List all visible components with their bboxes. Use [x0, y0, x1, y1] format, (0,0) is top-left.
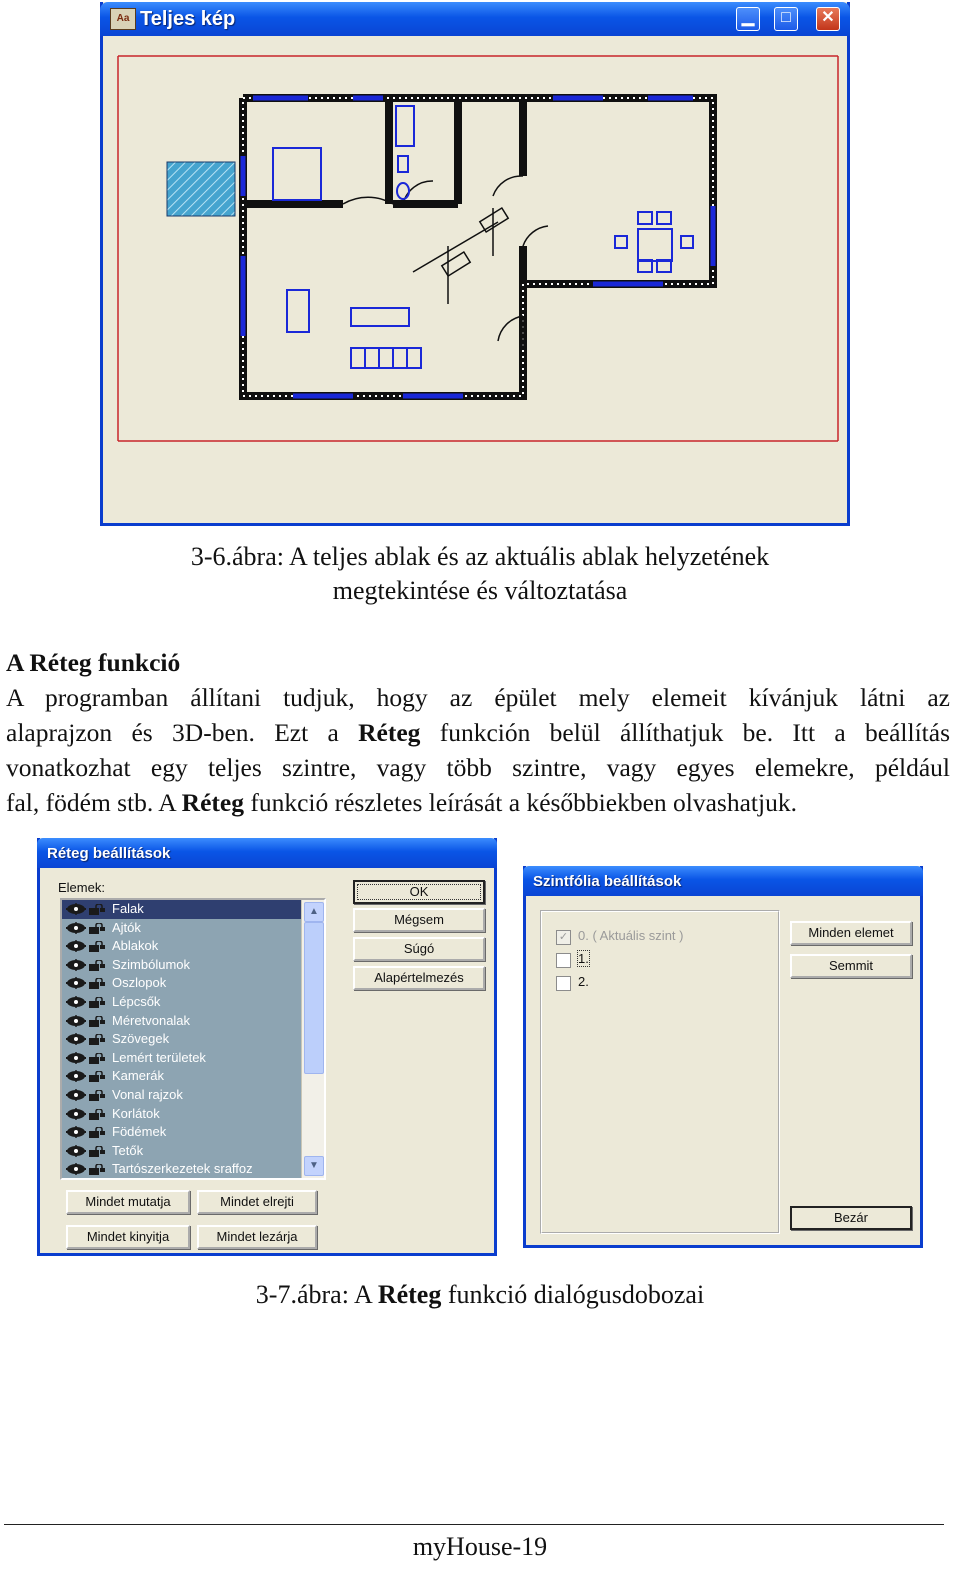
lock-icon[interactable] — [89, 1164, 105, 1175]
lock-all-button[interactable]: Mindet lezárja — [197, 1225, 317, 1249]
none-button[interactable]: Semmit — [790, 954, 912, 978]
page-footer: myHouse-19 — [412, 1532, 548, 1561]
reteg-bold: Réteg — [358, 718, 421, 747]
list-scrollbar[interactable] — [301, 900, 324, 1178]
lock-icon[interactable] — [89, 1146, 105, 1157]
layer-list-item[interactable] — [62, 919, 324, 938]
lock-icon[interactable] — [89, 960, 105, 971]
caption-text: 3-7.ábra: A — [255, 1280, 378, 1309]
show-all-button[interactable]: Mindet mutatja — [66, 1190, 190, 1214]
windows — [243, 98, 713, 396]
lock-icon[interactable] — [89, 1034, 105, 1045]
elements-label: Elemek: — [58, 880, 105, 895]
layer-item-label: Vonal rajzok — [112, 1086, 183, 1102]
lock-icon[interactable] — [89, 904, 105, 915]
layer-item-label: Falak — [112, 901, 144, 916]
eye-icon[interactable] — [65, 996, 87, 1008]
caption-bold: Réteg — [377, 1280, 442, 1309]
level-checkbox[interactable] — [556, 953, 571, 968]
close-dialog-button[interactable]: Bezár — [790, 1206, 912, 1230]
all-elements-button[interactable]: Minden elemet — [790, 921, 912, 945]
eye-icon[interactable] — [65, 903, 87, 915]
layer-dialog-titlebar[interactable] — [37, 838, 497, 868]
maximize-button[interactable] — [774, 7, 798, 31]
close-button[interactable] — [816, 7, 840, 31]
eye-icon[interactable] — [65, 977, 87, 989]
window-title: Teljes kép — [140, 8, 236, 30]
paragraph-line-2 — [6, 715, 950, 750]
layer-list-item[interactable] — [62, 956, 324, 975]
layer-item-label: Szövegek — [112, 1031, 170, 1047]
eye-icon[interactable] — [65, 1126, 87, 1138]
eye-icon[interactable] — [65, 1033, 87, 1045]
level-label: 0. ( Aktuális szint ) — [578, 928, 684, 943]
paragraph-text: alaprajzon és 3D-ben. Ezt a — [6, 718, 359, 747]
lock-icon[interactable] — [89, 941, 105, 952]
eye-icon[interactable] — [65, 1108, 87, 1120]
eye-icon[interactable] — [65, 959, 87, 971]
lock-icon[interactable] — [89, 1090, 105, 1101]
minimize-button[interactable] — [736, 7, 760, 31]
minimize-icon: ▁ — [741, 9, 755, 26]
lock-icon[interactable] — [89, 978, 105, 989]
layer-item-label: Tartószerkezetek sraffoz — [112, 1161, 253, 1177]
layer-list-item[interactable] — [62, 1012, 324, 1031]
eye-icon[interactable] — [65, 1015, 87, 1027]
camera-markers — [413, 208, 508, 304]
cancel-button[interactable]: Mégsem — [353, 908, 485, 932]
layer-dialog-title: Réteg beállítások — [47, 845, 171, 862]
layer-item-label: Ablakok — [112, 938, 159, 954]
level-dialog-titlebar[interactable] — [523, 866, 923, 896]
close-icon: ✕ — [821, 9, 835, 26]
scroll-down-button[interactable] — [304, 1156, 324, 1176]
floor-plan[interactable] — [103, 36, 847, 526]
layer-item-label: Kamerák — [112, 1068, 165, 1084]
level-dialog-title: Szintfólia beállítások — [533, 873, 682, 890]
layer-item-label: Tetők — [112, 1142, 144, 1158]
level-checkbox[interactable]: ✓ — [556, 930, 571, 945]
chevron-up-icon: ▲ — [309, 906, 319, 917]
eye-icon[interactable] — [65, 922, 87, 934]
level-label: 2. — [578, 974, 589, 989]
levels-panel — [540, 910, 780, 1234]
level-label: 1. — [578, 951, 589, 966]
lock-icon[interactable] — [89, 1109, 105, 1120]
paragraph-text: fal, födém stb. A — [6, 788, 182, 817]
section-title-text: A Réteg funkció — [6, 648, 181, 677]
paragraph-text: funkció részletes leírását a későbbiekben olvashatjuk. — [243, 788, 797, 817]
lock-icon[interactable] — [89, 1053, 105, 1064]
lock-icon[interactable] — [89, 1071, 105, 1082]
layer-item-label: Szimbólumok — [112, 956, 191, 972]
scroll-thumb[interactable] — [304, 922, 324, 1074]
layer-list-item[interactable] — [62, 1160, 324, 1179]
eye-icon[interactable] — [65, 1145, 87, 1157]
caption-text: funkció dialógusdobozai — [441, 1280, 705, 1309]
walls — [243, 98, 713, 396]
section-title — [6, 645, 950, 680]
level-settings-dialog — [523, 866, 923, 1248]
eye-icon[interactable] — [65, 1089, 87, 1101]
layer-list-item[interactable] — [62, 1105, 324, 1124]
chevron-down-icon: ▼ — [309, 1160, 319, 1171]
scroll-up-button[interactable] — [304, 902, 324, 922]
help-button[interactable]: Súgó — [353, 937, 485, 961]
layer-list-item[interactable] — [62, 900, 324, 919]
window-titlebar[interactable] — [100, 2, 850, 36]
layer-list-item[interactable] — [62, 974, 324, 993]
eye-icon[interactable] — [65, 1163, 87, 1175]
layer-list-item[interactable] — [62, 1123, 324, 1142]
level-checkbox[interactable] — [556, 976, 571, 991]
paragraph-text: funkción belül állíthatjuk be. Itt a beállítás — [420, 718, 950, 747]
layer-item-label: Födémek — [112, 1124, 167, 1140]
layer-item-label: Méretvonalak — [112, 1012, 191, 1028]
hatched-area — [167, 162, 235, 216]
layer-list-item[interactable] — [62, 1086, 324, 1105]
layer-list-item[interactable] — [62, 1067, 324, 1086]
overview-window — [100, 2, 850, 526]
layer-list-item[interactable] — [62, 1142, 324, 1161]
figure-caption-3-6: 3-6.ábra: A teljes ablak és az aktuális ablak helyzetének megtekintése és változtatása — [190, 542, 770, 605]
maximize-icon: □ — [781, 9, 791, 26]
furniture — [273, 106, 693, 368]
app-icon: Aa — [110, 8, 136, 30]
layer-item-label: Oszlopok — [112, 975, 167, 991]
wall-dots — [243, 98, 713, 396]
ok-button[interactable]: OK — [353, 880, 485, 904]
lock-icon[interactable] — [89, 1127, 105, 1138]
hide-all-button[interactable]: Mindet elrejti — [197, 1190, 317, 1214]
lock-icon[interactable] — [89, 923, 105, 934]
paragraph-line-4 — [6, 785, 950, 820]
layer-settings-dialog — [37, 838, 497, 1256]
layer-item-label: Korlátok — [112, 1105, 160, 1121]
unlock-all-button[interactable]: Mindet kinyitja — [66, 1225, 190, 1249]
paragraph-line-1: A programban állítani tudjuk, hogy az épület mely elemeit kívánjuk látni az — [6, 683, 950, 712]
footer-rule — [4, 1524, 944, 1525]
eye-icon[interactable] — [65, 1070, 87, 1082]
lock-icon[interactable] — [89, 1016, 105, 1027]
layer-item-label: Lemért területek — [112, 1049, 206, 1065]
layer-item-label: Ajtók — [112, 919, 141, 935]
paragraph-line-3: vonatkozhat egy teljes szintre, vagy több szintre, vagy egyes elemekre, például — [6, 753, 950, 782]
default-button[interactable]: Alapértelmezés — [353, 966, 485, 990]
layer-list-item[interactable] — [62, 1030, 324, 1049]
layer-list-item[interactable] — [62, 1049, 324, 1068]
reteg-bold: Réteg — [181, 788, 244, 817]
figure-caption-3-7 — [0, 1280, 960, 1310]
layer-list-item[interactable] — [62, 937, 324, 956]
lock-icon[interactable] — [89, 997, 105, 1008]
eye-icon[interactable] — [65, 940, 87, 952]
eye-icon[interactable] — [65, 1052, 87, 1064]
layer-item-label: Lépcsők — [112, 993, 161, 1009]
page-boundary — [118, 56, 838, 441]
layer-list-item[interactable] — [62, 993, 324, 1012]
elements-list[interactable] — [60, 898, 326, 1180]
